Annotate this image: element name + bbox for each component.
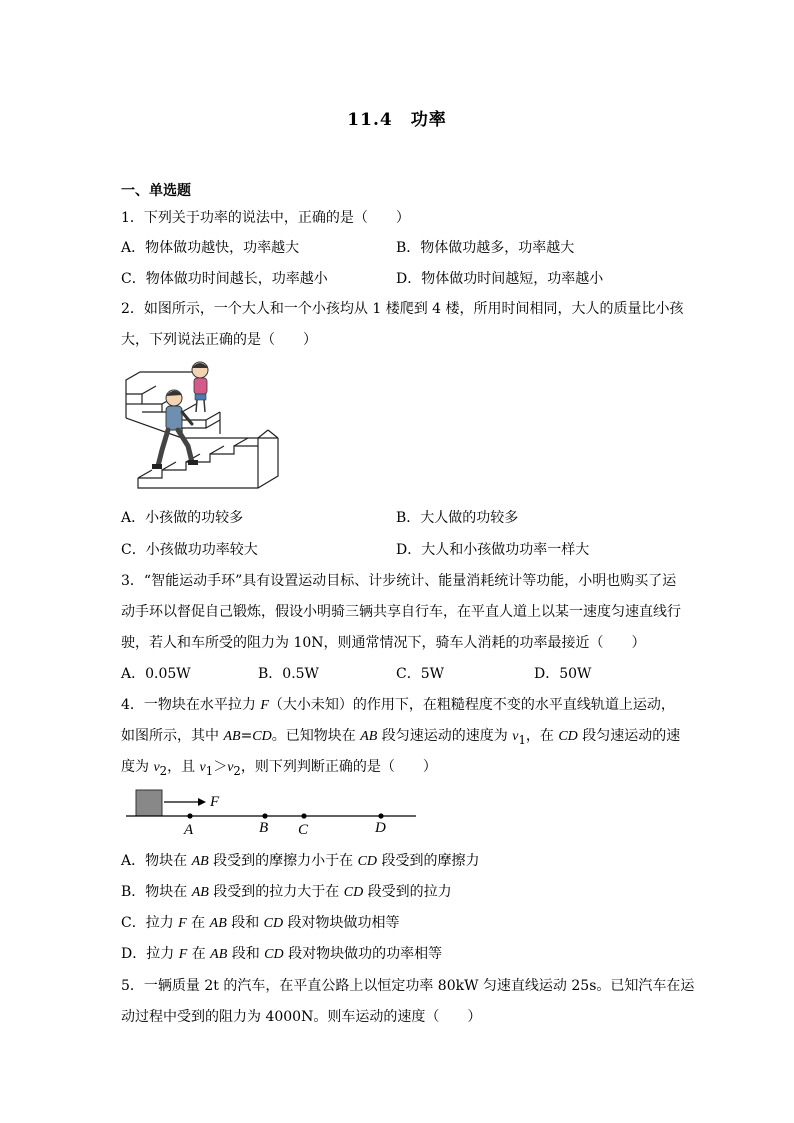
q3-stem-line1: 3．“智能运动手环”具有设置运动目标、计步统计、能量消耗统计等功能，小明也购买了运 [121,573,677,589]
q4-option-d: D．拉力 F 在 AB 段和 CD 段对物块做功的功率相等 [121,946,443,962]
q4-option-a: A．物块在 AB 段受到的摩擦力小于在 CD 段受到的摩擦力 [121,853,480,869]
q4-option-c: C．拉力 F 在 AB 段和 CD 段对物块做功相等 [121,915,400,931]
q2-option-c: C．小孩做功功率较大 [121,542,258,558]
q2-stem-line1: 2．如图所示，一个大人和一个小孩均从 1 楼爬到 4 楼，所用时间相同，大人的质量比小孩 [121,301,684,317]
q1-option-d: D．物体做功时间越短，功率越小 [396,271,604,287]
section-heading: 一、单选题 [121,183,191,199]
track-figure [124,786,420,838]
force-label: F [210,794,220,810]
q3-stem-line2: 动手环以督促自己锻炼，假设小明骑三辆共享自行车，在平直人道上以某一速度匀速直线行 [121,604,681,620]
staircase-figure [122,358,282,500]
q5-stem-line1: 5．一辆质量 2t 的汽车，在平直公路上以恒定功率 80kW 匀速直线运动 25s。已知汽车在运 [121,978,695,994]
q2-option-a: A．小孩做的功较多 [121,510,244,526]
q3-option-c: C．5W [396,666,445,682]
q5-stem-line2: 动过程中受到的阻力为 4000N。则车运动的速度（ ） [121,1009,482,1025]
label-a: A [184,822,194,838]
q1-option-b: B．物体做功越多，功率越大 [396,240,575,256]
label-c: C [298,822,309,838]
point-b [262,813,267,818]
label-d: D [375,820,386,836]
label-b: B [259,820,269,836]
q3-stem-line3: 驶，若人和车所受的阻力为 10N，则通常情况下，骑车人消耗的功率最接近（ ） [121,635,646,651]
q4-stem-line2: 如图所示，其中 AB=CD。已知物块在 AB 段匀速运动的速度为 $v_1$，在 CD 段匀速运动的速 [121,728,681,747]
q2-stem-line2: 大，下列说法正确的是（ ） [121,332,317,348]
q1-option-c: C．物体做功时间越长，功率越小 [121,271,328,287]
q3-option-a: A．0.05W [121,666,191,682]
q2-option-d: D．大人和小孩做功功率一样大 [396,542,590,558]
block [136,790,162,816]
point-c [301,813,306,818]
point-d [378,813,383,818]
page-title: 11.4 功率 [347,110,447,130]
q4-option-b: B．物块在 AB 段受到的拉力大于在 CD 段受到的拉力 [121,884,452,900]
q4-stem-line3: 度为 $v_2$，且 $v_1>v_2$，则下列判断正确的是（ ） [121,759,437,778]
q1-stem: 1．下列关于功率的说法中，正确的是（ ） [121,210,410,226]
q3-option-d: D．50W [534,666,592,682]
q2-option-b: B．大人做的功较多 [396,510,519,526]
q3-option-b: B．0.5W [258,666,319,682]
q1-option-a: A．物体做功越快，功率越大 [121,240,300,256]
q4-stem-line1: 4．一物块在水平拉力 F（大小未知）的作用下，在粗糙程度不变的水平直线轨道上运动， [121,697,675,713]
point-a [187,813,192,818]
